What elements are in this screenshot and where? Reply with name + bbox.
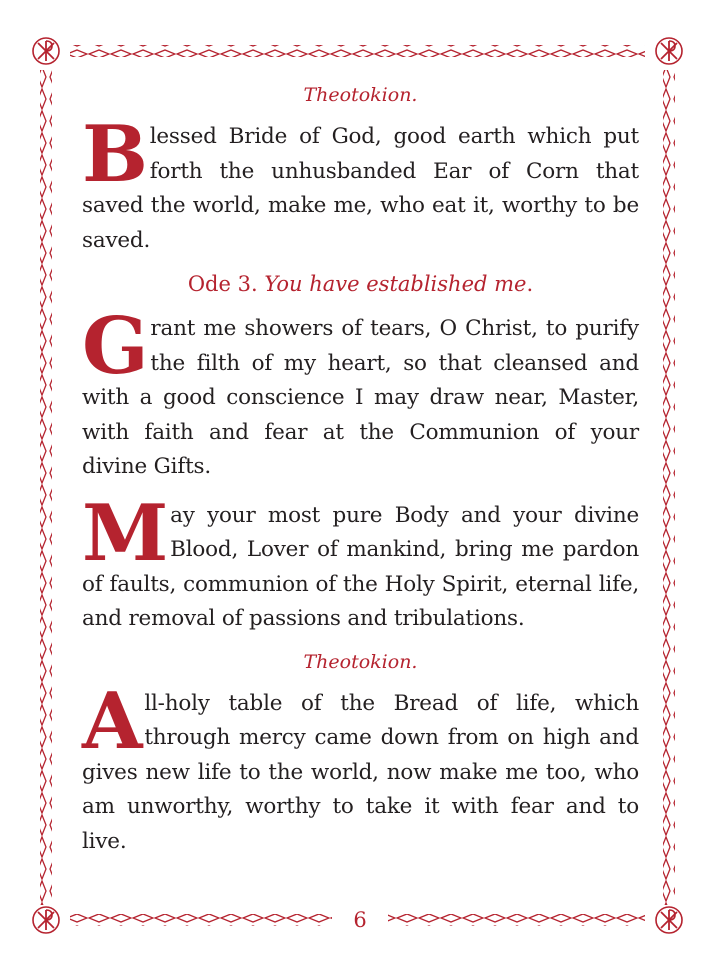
drop-cap: G [82,301,149,392]
page-number: 6 [353,908,367,932]
paragraph-grant-me [82,301,639,485]
chi-rho-icon [33,38,59,64]
theotokion-heading: Theotokion. [303,84,418,106]
drop-cap: B [82,109,148,200]
paragraph-may-your [82,487,639,637]
drop-cap: A [82,675,143,767]
paragraph-text: ay your most pure Body and your divine Blood, Lover of mankind, bring me pardon of faults, communion of the Holy Spirit, eternal life, and removal of passions and tribulations. [82,502,639,631]
page-content [82,84,639,873]
ode-suffix: . [526,272,534,296]
paragraph-blessed-bride [82,109,639,258]
paragraph-text: lessed Bride of God, good earth which put forth the unhusbanded Ear of Corn that saved the world, make me, who eat it, worthy to be saved. [82,124,639,253]
ode-number: Ode 3. [187,272,258,296]
ode-heading [82,272,639,296]
ode-title: You have established me [264,272,527,296]
paragraph-text: ll-holy table of the Bread of life, which through mercy came down from on high and gives new life to the world, now make me too, who am unworthy, worthy to take it with fear and to live. [82,690,639,854]
drop-cap: M [82,487,169,579]
chi-rho-icon [656,38,682,64]
theotokion-heading: Theotokion. [303,650,418,673]
paragraph-text: rant me showers of tears, O Christ, to purify the filth of my heart, so that cleansed and with a good conscience I may draw near, Master, with faith and fear at the Communion of your divine Gifts. [82,316,639,479]
paragraph-all-holy [82,675,639,860]
